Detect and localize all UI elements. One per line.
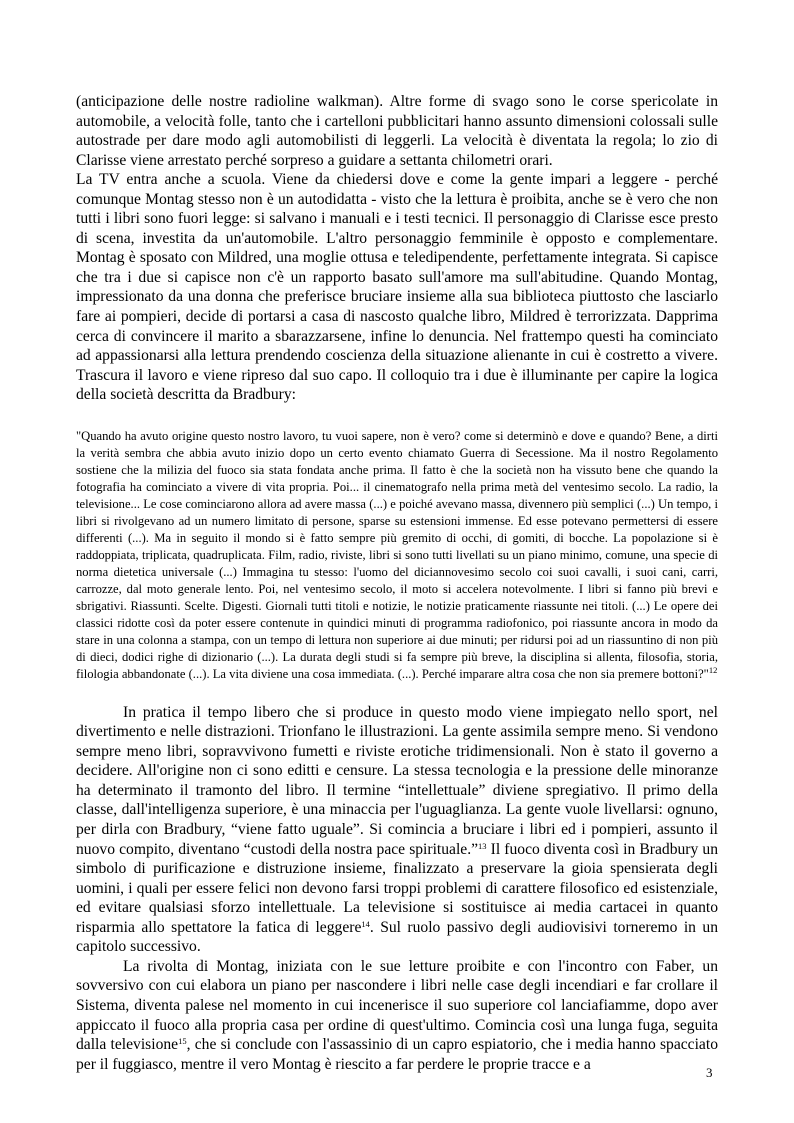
paragraph-walkman: (anticipazione delle nostre radioline walkman). Altre forme di svago sono le corse spericolate in automobile, a velocità folle, tanto che i cartelloni pubblicitari hanno assunto dimensioni colossali sulle autostrade per dare modo agli automobilisti di leggerli. La velocità è diventata la regola; lo zio di Clarisse viene arrestato perché sorpreso a guidare a settanta chilometri orari.	[76, 93, 718, 169]
page-number: 3	[706, 1065, 713, 1080]
paragraph-tempo-libero-c: . Sul ruolo passivo degli audiovisivi torneremo in un capitolo successivo.	[76, 918, 718, 956]
paragraph-tempo-libero-a: In pratica il tempo libero che si produce in questo modo viene impiegato nello sport, nel divertimento e nelle distrazioni. Trionfano le illustrazioni. La gente assimila sempre meno. Si vendono sempre meno libri, sopravvivono fumetti e riviste erotiche tridimensionali. Non è stato il governo a decidere. All'origine non ci sono editti e censure. La stessa tecnologia e la pressione delle minoranze ha determinato il tramonto del libro. Il termine “intellettuale” diviene spregiativo. Il primo della classe, dall'intelligenza superiore, è una minaccia per l'uguaglianza. La gente vuole livellarsi: ognuno, per dirla con Bradbury, “viene fatto uguale”. Si comincia a bruciare i libri ed i pompieri, assunto il nuovo compito, diventano “custodi della nostra pace spirituale.”	[76, 703, 718, 858]
paragraph-tempo-libero	[76, 703, 718, 957]
footnote-ref-13: 13	[478, 840, 487, 851]
paragraph-rivolta-b: , che si conclude con l'assassinio di un capro espiatorio, che i media hanno spacciato per il fuggiasco, mentre il vero Montag è riescito a far perdere le proprie tracce e a	[76, 1036, 718, 1073]
paragraph-rivolta-a: La rivolta di Montag, iniziata con le sue letture proibite e con l'incontro con Faber, un sovversivo con cui elabora un piano per nascondere i libri nelle case degli incendiari e far crollare il Sistema, diventa palese nel momento in cui incenerisce il suo superiore col lanciafiamme, dopo aver appiccato il fuoco alla propria casa per ordine di quest'ultimo. Comincia così una lunga fuga, seguita dalla televisione	[76, 957, 718, 1054]
paragraph-montag-mildred: La TV entra anche a scuola. Viene da chiedersi dove e come la gente impari a leggere - perché comunque Montag stesso non è un autodidatta - visto che la lettura è proibita, anche se è vero che non tutti i libri sono fuori legge: si salvano i manuali e i testi tecnici. Il personaggio di Clarisse esce presto di scena, investita da un'automobile. L'altro personaggio femminile è opposto e complementare. Montag è sposato con Mildred, una moglie ottusa e teledipendente, perfettamente integrata. Si capisce che tra i due si capisce non c'è un rapporto basato sull'amore ma sull'abitudine. Quando Montag, impressionato da una donna che preferisce bruciare insieme alla sua biblioteca piuttosto che lasciarlo fare ai pompieri, decide di portarsi a casa di nascosto qualche libro, Mildred è terrorizzata. Dapprima cerca di convincere il marito a sbarazzarsene, infine lo denuncia. Nel frattempo questi ha cominciato ad appassionarsi alla lettura prendendo coscienza della situazione alienante in cui è costretto a vivere. Trascura il lavoro e viene ripreso dal suo capo. Il colloquio tra i due è illuminante per capire la logica della società descritta da Bradbury:	[76, 171, 718, 404]
footnote-ref-15: 15	[178, 1036, 187, 1047]
block-quote-bradbury	[76, 428, 718, 683]
footnote-ref-14: 14	[361, 918, 370, 929]
paragraph-tempo-libero-b: Il fuoco diventa così in Bradbury un simbolo di purificazione e distruzione insieme, finalizzato a preservare la gioia spensierata degli uomini, i quali per essere felici non devono farsi troppi problemi di carattere filosofico ed esistenziale, ed evitare qualsiasi sforzo intellettuale. La televisione si sostituisce ai media cartacei in quanto risparmia allo spettatore la fatica di leggere	[76, 840, 718, 936]
document-body	[76, 92, 718, 1074]
paragraph-rivolta	[76, 957, 718, 1074]
quote-text: "Quando ha avuto origine questo nostro lavoro, tu vuoi sapere, non è vero? come si determinò e dove e quando? Bene, a dirti la verità sembra che abbia avuto inizio dopo un certo evento chiamato Guerra di Secessione. Ma il nostro Regolamento sostiene che la milizia del fuoco sia stata fondata anche prima. Il fatto è che la società non ha vissuto bene che quando la fotografia ha cominciato a vivere di vita propria. Poi... il cinematografo nella prima metà del ventesimo secolo. La radio, la televisione... Le cose cominciarono allora ad avere massa (...) e poiché avevano massa, divennero più semplici (...) Un tempo, i libri si rivolgevano ad un numero limitato di persone, sparse su estensioni immense. Ed esse potevano permettersi di essere differenti (...). Ma in seguito il mondo si è fatto sempre più gremito di occhi, di gomiti, di bocche. La popolazione si è raddoppiata, triplicata, quadruplicata. Film, radio, riviste, libri si sono tutti livellati su un piano minimo, comune, una specie di norma dietetica universale (...) Immagina tu stesso: l'uomo del diciannovesimo secolo coi suoi cavalli, i suoi cani, carri, carrozze, dal moto generale lento. Poi, nel ventesimo secolo, il moto si accelera notevolmente. I libri si fanno più brevi e sbrigativi. Riassunti. Scelte. Digesti. Giornali tutti titoli e notizie, le notizie praticamente riassunte nei titoli. (...) Le opere dei classici ridotte così da poter essere contenute in quindici minuti di programma radiofonico, poi riassunte ancora in modo da stare in una colonna a stampa, con un tempo di lettura non superiore ai due minuti; per ridursi poi ad un riassuntino di non più di dieci, dodici righe di dizionario (...). La durata degli studi si fa sempre più breve, la disciplina si allenta, filosofia, storia, filologia abbandonate (...). La vita diviene una cosa immediata. (...). Perché imparare altra cosa che non sia premere bottoni?"	[76, 428, 718, 681]
footnote-ref-12: 12	[708, 664, 718, 675]
